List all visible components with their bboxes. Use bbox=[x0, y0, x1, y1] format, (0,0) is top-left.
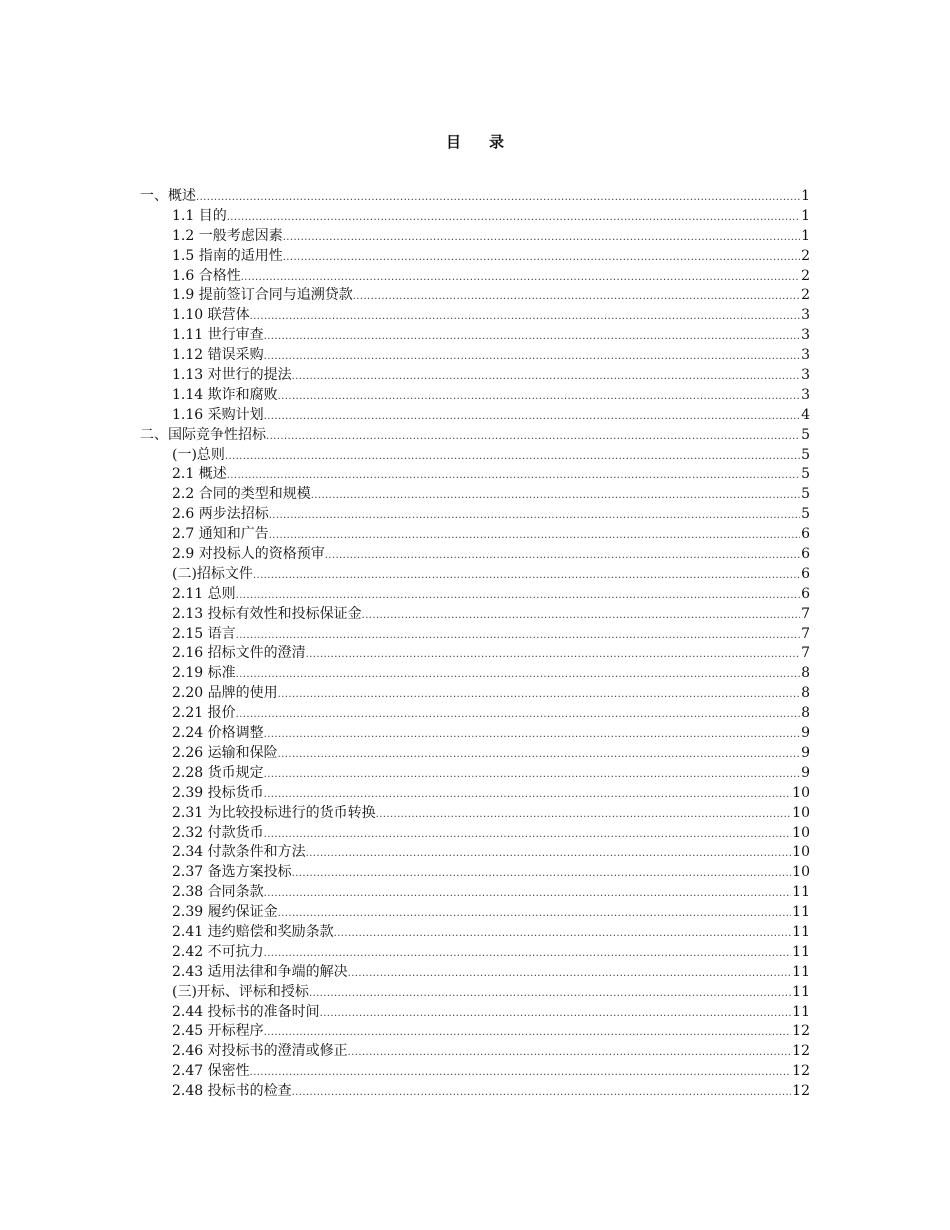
toc-entry[interactable] bbox=[140, 903, 810, 923]
toc-entry-page-number: 10 bbox=[792, 864, 810, 881]
toc-entry-page-number: 10 bbox=[792, 784, 810, 801]
toc-entry-label: 2.21 报价 bbox=[172, 705, 236, 722]
toc-dot-leader bbox=[311, 486, 800, 506]
toc-entry[interactable] bbox=[140, 346, 810, 366]
toc-entry-label: 2.20 品牌的使用 bbox=[172, 685, 278, 702]
toc-entry-page-number: 11 bbox=[792, 983, 810, 1000]
toc-entry[interactable] bbox=[140, 644, 810, 664]
toc-entry-page-number: 9 bbox=[801, 764, 810, 781]
toc-entry-label: 2.46 对投标书的澄清或修正 bbox=[172, 1043, 348, 1060]
toc-entry-page-number: 11 bbox=[792, 884, 810, 901]
toc-entry-label: 2.28 货币规定 bbox=[172, 764, 264, 781]
toc-entry[interactable] bbox=[140, 267, 810, 287]
toc-dot-leader bbox=[250, 1063, 792, 1083]
toc-entry-page-number: 12 bbox=[792, 1023, 810, 1040]
toc-dot-leader bbox=[264, 785, 792, 805]
toc-entry[interactable] bbox=[140, 465, 810, 485]
toc-dot-leader bbox=[353, 287, 800, 307]
toc-entry[interactable] bbox=[140, 843, 810, 863]
toc-entry-label: 1.5 指南的适用性 bbox=[172, 247, 283, 264]
toc-dot-leader bbox=[225, 447, 800, 467]
toc-entry-label: 2.45 开标程序 bbox=[172, 1023, 264, 1040]
toc-entry-label: 1.12 错误采购 bbox=[172, 347, 264, 364]
toc-entry-label: 1.10 联营体 bbox=[172, 307, 250, 324]
toc-entry-label: 2.7 通知和广告 bbox=[172, 526, 269, 543]
toc-dot-leader bbox=[241, 268, 800, 288]
toc-entry-page-number: 5 bbox=[801, 486, 810, 503]
toc-entry[interactable] bbox=[140, 764, 810, 784]
toc-dot-leader bbox=[253, 566, 800, 586]
toc-entry-page-number: 10 bbox=[792, 844, 810, 861]
toc-dot-leader bbox=[264, 347, 800, 367]
toc-entry[interactable] bbox=[140, 326, 810, 346]
toc-dot-leader bbox=[278, 904, 792, 924]
toc-entry-page-number: 12 bbox=[792, 1083, 810, 1100]
toc-entry[interactable] bbox=[140, 983, 810, 1003]
toc-dot-leader bbox=[283, 228, 800, 248]
toc-dot-leader bbox=[362, 606, 800, 626]
toc-entry-label: 2.37 备选方案投标 bbox=[172, 864, 292, 881]
toc-entry-label: 2.41 违约赔偿和奖励条款 bbox=[172, 923, 334, 940]
toc-entry[interactable] bbox=[140, 485, 810, 505]
toc-entry[interactable] bbox=[140, 366, 810, 386]
toc-entry-label: 2.42 不可抗力 bbox=[172, 943, 264, 960]
toc-dot-leader bbox=[306, 645, 800, 665]
toc-entry-label: 1.9 提前签订合同与追溯贷款 bbox=[172, 287, 353, 304]
toc-dot-leader bbox=[278, 745, 800, 765]
toc-entry-label: (二)招标文件 bbox=[172, 565, 253, 582]
toc-entry-page-number: 12 bbox=[792, 1063, 810, 1080]
toc-entry-label: 1.2 一般考虑因素 bbox=[172, 227, 283, 244]
toc-dot-leader bbox=[250, 307, 800, 327]
toc-entry-page-number: 6 bbox=[801, 565, 810, 582]
toc-dot-leader bbox=[348, 1043, 792, 1063]
toc-entry-page-number: 6 bbox=[801, 546, 810, 563]
toc-entry-label: 1.1 目的 bbox=[172, 207, 227, 224]
toc-entry-page-number: 7 bbox=[801, 625, 810, 642]
toc-entry[interactable] bbox=[140, 306, 810, 326]
toc-entry[interactable] bbox=[140, 744, 810, 764]
toc-dot-leader bbox=[376, 805, 792, 825]
toc-entry[interactable] bbox=[140, 605, 810, 625]
toc-dot-leader bbox=[306, 844, 792, 864]
toc-dot-leader bbox=[292, 367, 800, 387]
toc-entry-page-number: 9 bbox=[801, 744, 810, 761]
toc-entry-label: 2.15 语言 bbox=[172, 625, 236, 642]
toc-entry[interactable] bbox=[140, 804, 810, 824]
toc-entry-page-number: 12 bbox=[792, 1043, 810, 1060]
toc-entry[interactable] bbox=[140, 883, 810, 903]
toc-entry-page-number: 8 bbox=[801, 685, 810, 702]
toc-entry[interactable] bbox=[140, 446, 810, 466]
toc-dot-leader bbox=[227, 208, 800, 228]
toc-entry-page-number: 11 bbox=[792, 943, 810, 960]
toc-dot-leader bbox=[320, 1004, 792, 1024]
toc-dot-leader bbox=[325, 546, 800, 566]
toc-entry-page-number: 4 bbox=[801, 406, 810, 423]
toc-dot-leader bbox=[264, 825, 792, 845]
toc-dot-leader bbox=[264, 884, 792, 904]
toc-entry-label: 2.47 保密性 bbox=[172, 1063, 250, 1080]
toc-entry[interactable] bbox=[140, 784, 810, 804]
toc-entry-page-number: 1 bbox=[801, 207, 810, 224]
toc-entry[interactable] bbox=[140, 247, 810, 267]
toc-entry-label: 2.43 适用法律和争端的解决 bbox=[172, 963, 348, 980]
toc-entry-page-number: 8 bbox=[801, 665, 810, 682]
toc-entry-label: (一)总则 bbox=[172, 446, 225, 463]
toc-entry-label: 2.26 运输和保险 bbox=[172, 744, 278, 761]
toc-entry[interactable] bbox=[140, 923, 810, 943]
toc-dot-leader bbox=[278, 685, 800, 705]
toc-dot-leader bbox=[292, 864, 792, 884]
toc-entry[interactable] bbox=[140, 386, 810, 406]
toc-dot-leader bbox=[348, 964, 792, 984]
toc-entry[interactable] bbox=[140, 505, 810, 525]
toc-entry-label: 2.6 两步法招标 bbox=[172, 506, 269, 523]
toc-dot-leader bbox=[264, 327, 800, 347]
toc-entry[interactable] bbox=[140, 684, 810, 704]
toc-entry[interactable] bbox=[140, 207, 810, 227]
toc-entry-page-number: 5 bbox=[801, 506, 810, 523]
toc-entry[interactable] bbox=[140, 565, 810, 585]
toc-entry-page-number: 3 bbox=[801, 386, 810, 403]
toc-entry-page-number: 10 bbox=[792, 824, 810, 841]
toc-dot-leader bbox=[227, 466, 800, 486]
toc-dot-leader bbox=[236, 665, 800, 685]
toc-entry[interactable] bbox=[140, 1022, 810, 1042]
toc-entry-label: 2.19 标准 bbox=[172, 665, 236, 682]
toc-entry-label: 2.2 合同的类型和规模 bbox=[172, 486, 311, 503]
toc-entry-label: 1.13 对世行的提法 bbox=[172, 367, 292, 384]
toc-entry[interactable] bbox=[140, 545, 810, 565]
toc-entry-page-number: 1 bbox=[801, 188, 810, 204]
toc-entry-page-number: 6 bbox=[801, 526, 810, 543]
toc-dot-leader bbox=[309, 984, 791, 1004]
toc-entry[interactable] bbox=[140, 1062, 810, 1082]
toc-entry-page-number: 3 bbox=[801, 327, 810, 344]
toc-entry-label: 1.6 合格性 bbox=[172, 267, 241, 284]
toc-entry[interactable] bbox=[140, 824, 810, 844]
toc-entry-page-number: 1 bbox=[801, 227, 810, 244]
toc-entry-page-number: 11 bbox=[792, 923, 810, 940]
toc-entry[interactable] bbox=[140, 625, 810, 645]
toc-entry-page-number: 2 bbox=[801, 287, 810, 304]
toc-entry-label: 2.24 价格调整 bbox=[172, 725, 264, 742]
toc-entry-label: 2.13 投标有效性和投标保证金 bbox=[172, 605, 362, 622]
toc-dot-leader bbox=[278, 387, 800, 407]
toc-entry-label: 2.11 总则 bbox=[172, 585, 236, 602]
toc-entry[interactable] bbox=[140, 724, 810, 744]
toc-entry-label: 2.44 投标书的准备时间 bbox=[172, 1003, 320, 1020]
toc-entry-label: 1.11 世行审查 bbox=[172, 327, 264, 344]
toc-entry[interactable] bbox=[140, 525, 810, 545]
toc-dot-leader bbox=[269, 526, 800, 546]
toc-entry[interactable] bbox=[140, 1082, 810, 1102]
toc-dot-leader bbox=[264, 407, 800, 427]
toc-entry[interactable] bbox=[140, 585, 810, 605]
toc-entry[interactable] bbox=[140, 406, 810, 426]
toc-entry-page-number: 5 bbox=[801, 466, 810, 483]
toc-entry-label: 2.16 招标文件的澄清 bbox=[172, 645, 306, 662]
toc-dot-leader bbox=[236, 626, 800, 646]
toc-entry-page-number: 2 bbox=[801, 247, 810, 264]
toc-dot-leader bbox=[264, 765, 800, 785]
toc-dot-leader bbox=[269, 506, 800, 526]
toc-entry-page-number: 7 bbox=[801, 645, 810, 662]
toc-entry[interactable] bbox=[140, 943, 810, 963]
toc-entry[interactable] bbox=[140, 286, 810, 306]
toc-entry-page-number: 10 bbox=[792, 804, 810, 821]
toc-entry-page-number: 3 bbox=[801, 367, 810, 384]
toc-entry-page-number: 3 bbox=[801, 347, 810, 364]
toc-entry-page-number: 7 bbox=[801, 605, 810, 622]
toc-entry-label: 一、概述 bbox=[140, 188, 196, 204]
toc-entry[interactable] bbox=[140, 664, 810, 684]
toc-entry[interactable] bbox=[140, 963, 810, 983]
toc-entry-page-number: 8 bbox=[801, 705, 810, 722]
toc-entry[interactable] bbox=[140, 187, 810, 207]
page-title-char: 目 bbox=[445, 133, 461, 151]
toc-dot-leader bbox=[196, 188, 800, 208]
toc-entry-label: 2.38 合同条款 bbox=[172, 884, 264, 901]
toc-entry-page-number: 6 bbox=[801, 585, 810, 602]
page-title bbox=[0, 131, 950, 152]
toc-entry-page-number: 11 bbox=[792, 1003, 810, 1020]
page-title-char: 录 bbox=[489, 133, 505, 151]
toc-entry-page-number: 11 bbox=[792, 904, 810, 921]
toc-entry-page-number: 11 bbox=[792, 963, 810, 980]
toc-entry[interactable] bbox=[140, 1003, 810, 1023]
toc-entry[interactable] bbox=[140, 426, 810, 446]
toc-dot-leader bbox=[264, 1023, 792, 1043]
toc-dot-leader bbox=[334, 924, 792, 944]
toc-entry-page-number: 9 bbox=[801, 725, 810, 742]
toc-entry-label: 2.39 投标货币 bbox=[172, 784, 264, 801]
toc-entry-label: 2.32 付款货币 bbox=[172, 824, 264, 841]
toc-dot-leader bbox=[264, 725, 800, 745]
toc-entry-label: 二、国际竞争性招标 bbox=[140, 426, 266, 443]
toc-dot-leader bbox=[264, 944, 792, 964]
toc-entry-label: 2.34 付款条件和方法 bbox=[172, 844, 306, 861]
toc-entry[interactable] bbox=[140, 704, 810, 724]
toc-entry-page-number: 3 bbox=[801, 307, 810, 324]
toc-dot-leader bbox=[236, 705, 800, 725]
toc-dot-leader bbox=[292, 1083, 792, 1103]
toc-entry-label: 2.39 履约保证金 bbox=[172, 904, 278, 921]
toc-entry-label: 2.31 为比较投标进行的货币转换 bbox=[172, 804, 376, 821]
toc-entry-label: 2.1 概述 bbox=[172, 466, 227, 483]
toc-entry-label: (三)开标、评标和授标 bbox=[172, 983, 309, 1000]
toc-entry-label: 1.14 欺诈和腐败 bbox=[172, 386, 278, 403]
toc-dot-leader bbox=[236, 586, 800, 606]
table-of-contents bbox=[140, 187, 810, 1102]
toc-dot-leader bbox=[283, 248, 800, 268]
toc-entry[interactable] bbox=[140, 1042, 810, 1062]
toc-entry[interactable] bbox=[140, 227, 810, 247]
toc-entry-label: 1.16 采购计划 bbox=[172, 406, 264, 423]
toc-entry-page-number: 5 bbox=[801, 426, 810, 443]
toc-entry[interactable] bbox=[140, 863, 810, 883]
toc-dot-leader bbox=[266, 427, 800, 447]
toc-entry-page-number: 2 bbox=[801, 267, 810, 284]
toc-entry-label: 2.9 对投标人的资格预审 bbox=[172, 546, 325, 563]
toc-entry-page-number: 5 bbox=[801, 446, 810, 463]
toc-entry-label: 2.48 投标书的检查 bbox=[172, 1083, 292, 1100]
